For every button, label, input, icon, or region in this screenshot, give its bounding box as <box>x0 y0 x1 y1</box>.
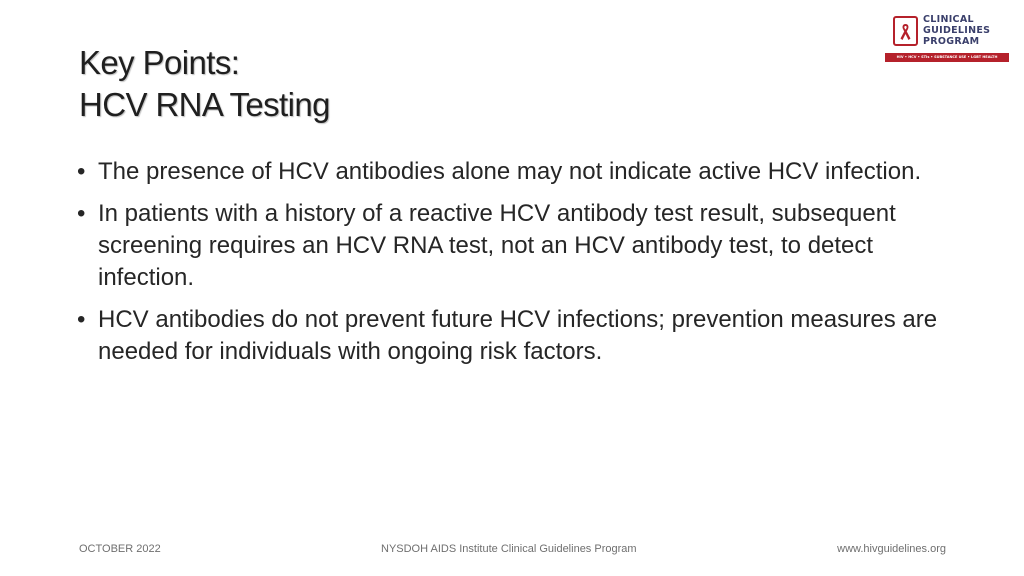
red-ribbon-icon <box>898 22 913 42</box>
key-points-list <box>77 156 957 378</box>
list-item <box>77 304 957 368</box>
logo-line-1: CLINICAL <box>923 14 974 25</box>
logo-tagline: HIV • HCV • STIs • SUBSTANCE USE • LGBT HEALTH <box>885 53 1009 62</box>
footer-date: OCTOBER 2022 <box>79 543 161 555</box>
logo-line-3: PROGRAM <box>923 36 980 47</box>
logo-line-2: GUIDELINES <box>923 25 991 36</box>
slide-title-line-1: Key Points: <box>79 44 240 81</box>
list-item <box>77 156 957 188</box>
logo-wordmark <box>923 14 990 47</box>
list-item <box>77 198 957 294</box>
bullet-text: In patients with a history of a reactive HCV antibody test result, subsequent screening requires an HCV RNA test, not an HCV antibody test, to detect infection. <box>98 200 896 291</box>
bullet-text: HCV antibodies do not prevent future HCV infections; prevention measures are needed for individuals with ongoing risk factors. <box>98 306 938 365</box>
footer-program: NYSDOH AIDS Institute Clinical Guidelines Program <box>381 543 637 555</box>
bullet-text: The presence of HCV antibodies alone may not indicate active HCV infection. <box>98 158 922 185</box>
slide-title <box>79 42 330 126</box>
slide-title-line-2: HCV RNA Testing <box>79 86 330 123</box>
bullet-glyph: • <box>77 200 86 227</box>
clinical-guidelines-program-logo <box>885 14 1009 64</box>
logo-badge <box>893 16 918 46</box>
bullet-glyph: • <box>77 306 86 333</box>
bullet-glyph: • <box>77 158 86 185</box>
footer-url: www.hivguidelines.org <box>837 543 946 555</box>
